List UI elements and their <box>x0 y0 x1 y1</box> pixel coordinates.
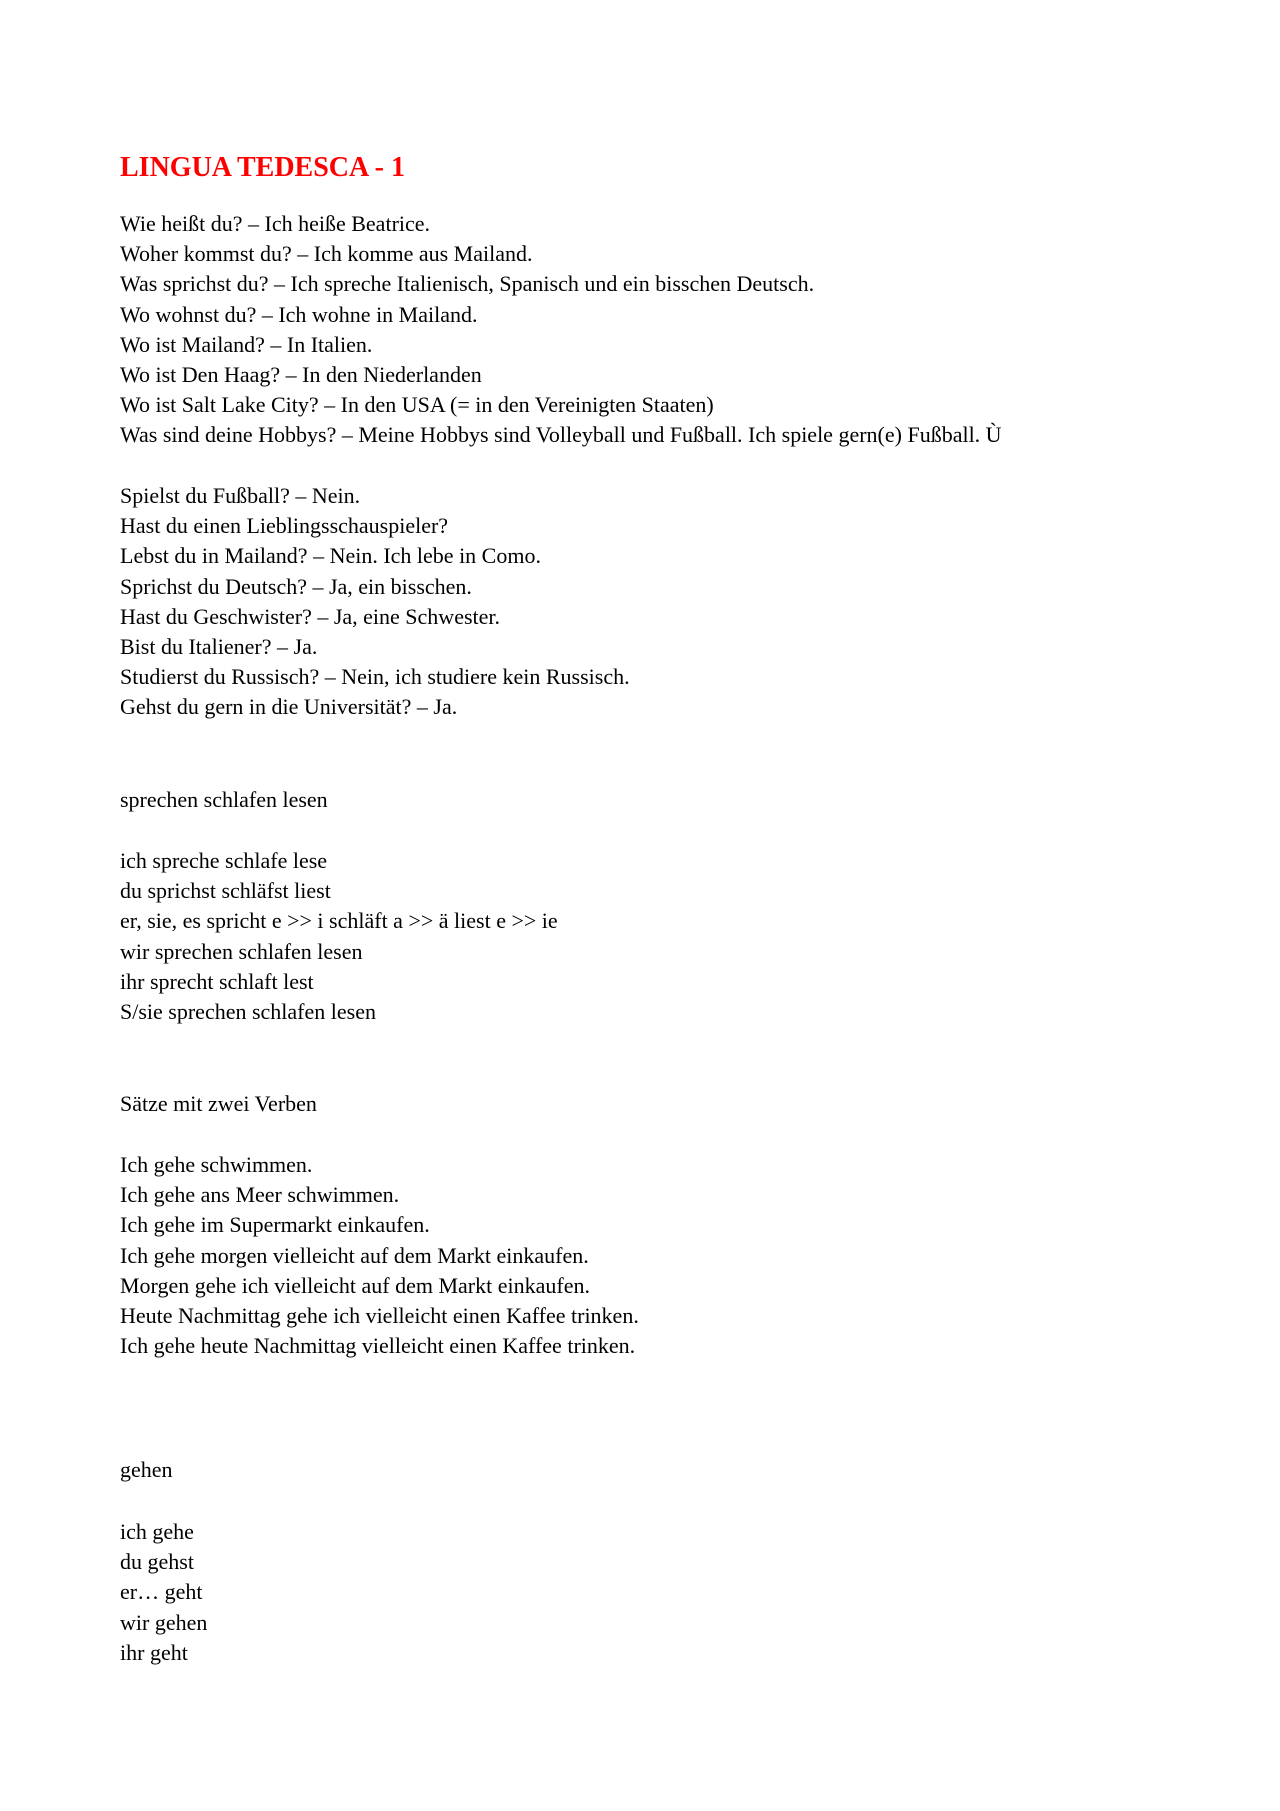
gehen-heading <box>120 1455 173 1485</box>
text-line: Sprichst du Deutsch? – Ja, ein bisschen. <box>120 573 472 599</box>
text-line: Lebst du in Mailand? – Nein. Ich lebe in Como. <box>120 543 541 569</box>
heading-line: gehen <box>120 1457 173 1482</box>
text-line: Hast du einen Lieblingsschauspieler? <box>120 513 449 539</box>
section-two-verbs-sentences <box>120 1150 639 1361</box>
text-line: Bist du Italiener? – Ja. <box>120 634 318 660</box>
section-introduction-questions <box>120 209 1002 451</box>
text-line: ihr sprecht schlaft lest <box>120 968 314 994</box>
two-verbs-heading <box>120 1089 317 1119</box>
text-line: Ich gehe schwimmen. <box>120 1152 313 1177</box>
text-line: er, sie, es spricht e >> i schläft a >> ä liest e >> ie <box>120 908 558 934</box>
text-line: Woher kommst du? – Ich komme aus Mailand. <box>120 241 533 267</box>
text-line: Ich gehe heute Nachmittag vielleicht einen Kaffee trinken. <box>120 1333 636 1359</box>
text-line: wir gehen <box>120 1609 208 1635</box>
text-line: Was sind deine Hobbys? – Meine Hobbys sind Volleyball und Fußball. Ich spiele gern(e) Fußball. Ù <box>120 422 1002 448</box>
text-line: Heute Nachmittag gehe ich vielleicht einen Kaffee trinken. <box>120 1303 639 1329</box>
text-line: Was sprichst du? – Ich spreche Italienisch, Spanisch und ein bisschen Deutsch. <box>120 271 815 297</box>
document-title: LINGUA TEDESCA - 1 <box>120 152 406 183</box>
text-line: Gehst du gern in die Universität? – Ja. <box>120 694 458 720</box>
text-line: Wo wohnst du? – Ich wohne in Mailand. <box>120 301 478 327</box>
section-gehen-conjugation <box>120 1517 207 1668</box>
text-line: Wo ist Mailand? – In Italien. <box>120 331 373 357</box>
section-yes-no-questions <box>120 481 630 723</box>
text-line: Wo ist Salt Lake City? – In den USA (= in den Vereinigten Staaten) <box>120 392 714 418</box>
text-line: Ich gehe im Supermarkt einkaufen. <box>120 1212 430 1238</box>
text-line: ich gehe <box>120 1519 194 1544</box>
text-line: wir sprechen schlafen lesen <box>120 938 363 964</box>
text-line: ich spreche schlafe lese <box>120 848 328 873</box>
heading-line: Sätze mit zwei Verben <box>120 1091 317 1116</box>
text-line: Ich gehe morgen vielleicht auf dem Markt einkaufen. <box>120 1242 589 1268</box>
text-line: Spielst du Fußball? – Nein. <box>120 483 361 508</box>
text-line: ihr geht <box>120 1639 188 1665</box>
text-line: Wo ist Den Haag? – In den Niederlanden <box>120 362 482 388</box>
verbs-heading <box>120 785 328 815</box>
text-line: Hast du Geschwister? – Ja, eine Schwester. <box>120 603 501 629</box>
heading-line: sprechen schlafen lesen <box>120 787 328 812</box>
text-line: du sprichst schläfst liest <box>120 878 331 904</box>
text-line: S/sie sprechen schlafen lesen <box>120 999 376 1025</box>
text-line: Studierst du Russisch? – Nein, ich studiere kein Russisch. <box>120 664 630 690</box>
text-line: Wie heißt du? – Ich heiße Beatrice. <box>120 211 431 236</box>
section-conjugation-table <box>120 846 558 1027</box>
text-line: du gehst <box>120 1549 194 1575</box>
text-line: er… geht <box>120 1579 203 1605</box>
text-line: Ich gehe ans Meer schwimmen. <box>120 1182 400 1208</box>
text-line: Morgen gehe ich vielleicht auf dem Markt einkaufen. <box>120 1272 590 1298</box>
